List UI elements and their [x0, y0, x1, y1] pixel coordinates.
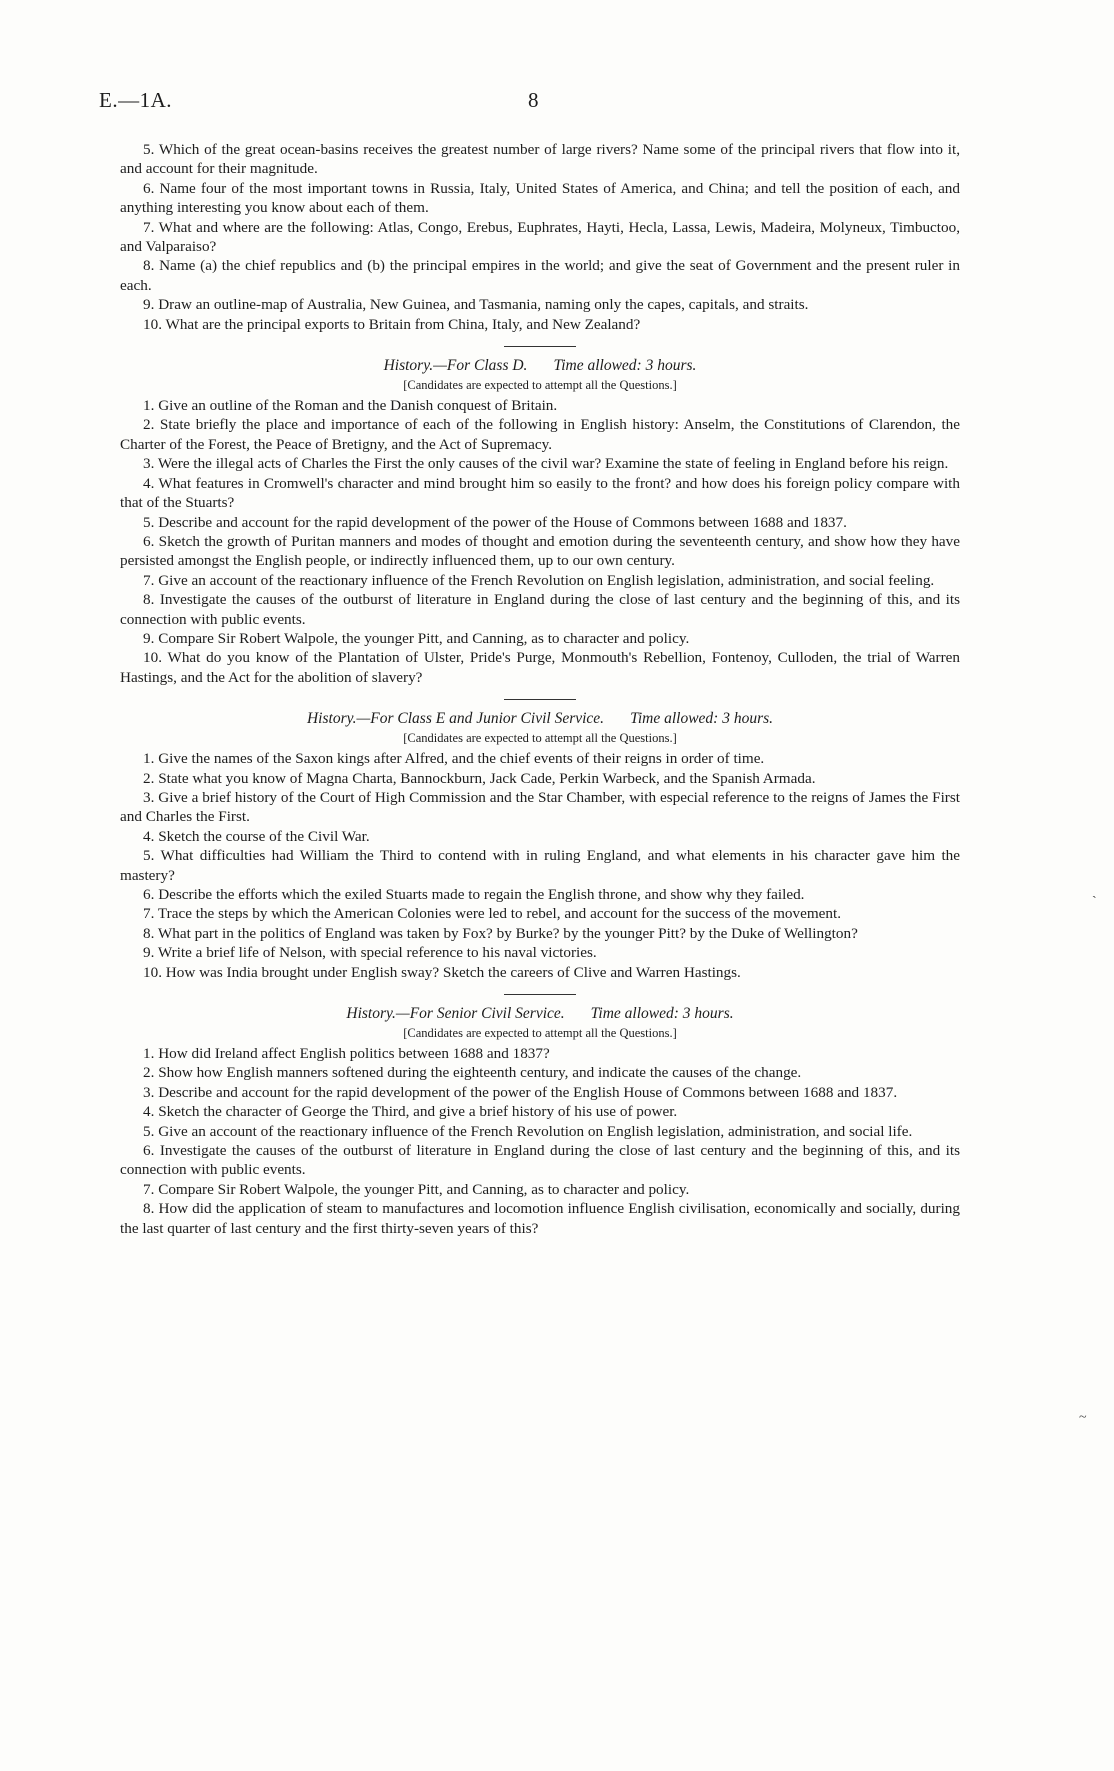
question: 7. What and where are the following: Atlas, Congo, Erebus, Euphrates, Hayti, Hecla, Lassa, Lewis, Madeira, Molyneux, Timbuctoo, and Valparaiso?: [120, 218, 960, 256]
question: 3. Give a brief history of the Court of High Commission and the Star Chamber, with especial reference to the reigns of James the First and Charles the First.: [120, 788, 960, 826]
question: 8. Investigate the causes of the outburst of literature in England during the close of last century and the beginning of this, and its connection with public events.: [120, 591, 960, 628]
question: 1. Give the names of the Saxon kings after Alfred, and the chief events of their reigns in order of time.: [143, 750, 765, 768]
question: 1. Give an outline of the Roman and the Danish conquest of Britain.: [143, 397, 558, 415]
question: 2. State briefly the place and importance of each of the following in English history: Anselm, the Constitutions of Clarendon, the Charter of the Forest, the Peace of Bretigny, and the Act of Supremacy.: [120, 416, 960, 453]
section-divider: [504, 346, 576, 347]
question: 9. Draw an outline-map of Australia, New Guinea, and Tasmania, naming only the capes, capitals, and straits.: [143, 296, 809, 314]
question: 7. Give an account of the reactionary influence of the French Revolution on English legislation, administration, and social feeling.: [143, 571, 935, 589]
section-title: [120, 709, 960, 729]
page-number: 8: [528, 88, 539, 112]
question: 7. Trace the steps by which the American Colonies were led to rebel, and account for the success of the movement.: [143, 905, 842, 923]
time-allowed: Time allowed: 3 hours.: [553, 357, 697, 375]
section-heading: History.—For Class E and Junior Civil Service.: [306, 710, 605, 728]
question: 5. Which of the great ocean-basins receives the greatest number of large rivers? Name some of the principal rivers that flow into it, and account for their magnitude.: [120, 141, 960, 178]
time-allowed: Time allowed: 3 hours.: [630, 710, 774, 728]
question: 5. Describe and account for the rapid development of the power of the House of Commons between 1688 and 1837.: [143, 513, 847, 531]
question: 9. Write a brief life of Nelson, with special reference to his naval victories.: [143, 944, 597, 962]
section-history-class-e: [120, 709, 960, 982]
question: 5. Give an account of the reactionary influence of the French Revolution on English legislation, administration, and social life.: [143, 1122, 913, 1140]
question: 10. What are the principal exports to Britain from China, Italy, and New Zealand?: [143, 315, 641, 333]
section-instructions: [Candidates are expected to attempt all the Questions.]: [403, 731, 677, 746]
question: 7. Compare Sir Robert Walpole, the younger Pitt, and Canning, as to character and policy.: [143, 1180, 690, 1198]
question: 8. How did the application of steam to manufactures and locomotion influence English civilisation, economically and socially, during the last quarter of last century and the first thirty-seven years of this?: [120, 1200, 960, 1237]
page-content: [120, 140, 960, 1238]
question: 4. Sketch the course of the Civil War.: [143, 827, 370, 845]
section-title: [120, 1004, 960, 1024]
question: 6. Describe the efforts which the exiled Stuarts made to regain the English throne, and show why they failed.: [143, 886, 805, 903]
question: 8. Name (a) the chief republics and (b) the principal empires in the world; and give the seat of Government and the present ruler in each.: [120, 257, 960, 294]
margin-mark: ~: [1079, 1410, 1087, 1425]
section-history-senior: [120, 1004, 960, 1238]
section-divider: [504, 699, 576, 700]
section-heading: History.—For Class D.: [383, 357, 528, 375]
question: 3. Describe and account for the rapid development of the power of the English House of Commons between 1688 and 1837.: [143, 1083, 898, 1101]
question: 1. How did Ireland affect English politics between 1688 and 1837?: [143, 1045, 550, 1063]
question: 3. Were the illegal acts of Charles the First the only causes of the civil war? Examine the state of feeling in England before his reign.: [143, 455, 949, 473]
section-instructions: [Candidates are expected to attempt all the Questions.]: [403, 1026, 677, 1041]
question: 5. What difficulties had William the Third to contend with in ruling England, and what elements in his character gave him the mastery?: [120, 847, 960, 884]
question: 4. Sketch the character of George the Third, and give a brief history of his use of power.: [143, 1103, 678, 1121]
time-allowed: Time allowed: 3 hours.: [590, 1005, 734, 1023]
section-title: [120, 356, 960, 376]
question: 8. What part in the politics of England was taken by Fox? by Burke? by the younger Pitt? by the Duke of Wellington?: [143, 924, 858, 942]
question: 10. How was India brought under English sway? Sketch the careers of Clive and Warren Hastings.: [143, 963, 741, 981]
section-divider: [504, 994, 576, 995]
document-reference: E.—1A.: [99, 88, 172, 112]
question: 6. Name four of the most important towns in Russia, Italy, United States of America, and China; and tell the position of each, and anything interesting you know about each of them.: [120, 179, 960, 217]
section-instructions: [Candidates are expected to attempt all the Questions.]: [403, 378, 677, 393]
geography-questions: [120, 140, 960, 334]
section-history-class-d: [120, 356, 960, 687]
question: 2. Show how English manners softened during the eighteenth century, and indicate the causes of the change.: [143, 1064, 802, 1082]
question: 9. Compare Sir Robert Walpole, the younger Pitt, and Canning, as to character and policy.: [143, 629, 690, 647]
question: 6. Sketch the growth of Puritan manners and modes of thought and emotion during the seventeenth century, and show how they have persisted amongst the English people, or indirectly influenced them, up to our own century.: [120, 532, 960, 570]
section-heading: History.—For Senior Civil Service.: [346, 1005, 565, 1023]
question: 2. State what you know of Magna Charta, Bannockburn, Jack Cade, Perkin Warbeck, and the Spanish Armada.: [143, 769, 816, 787]
margin-mark: ˏ: [1092, 884, 1097, 899]
question: 6. Investigate the causes of the outburst of literature in England during the close of last century and the beginning of this, and its connection with public events.: [120, 1142, 960, 1179]
question: 4. What features in Cromwell's character and mind brought him so easily to the front? and how does his foreign policy compare with that of the Stuarts?: [120, 474, 960, 512]
question: 10. What do you know of the Plantation of Ulster, Pride's Purge, Monmouth's Rebellion, Fontenoy, Culloden, the trial of Warren Hastings, and the Act for the abolition of slavery?: [120, 649, 960, 686]
